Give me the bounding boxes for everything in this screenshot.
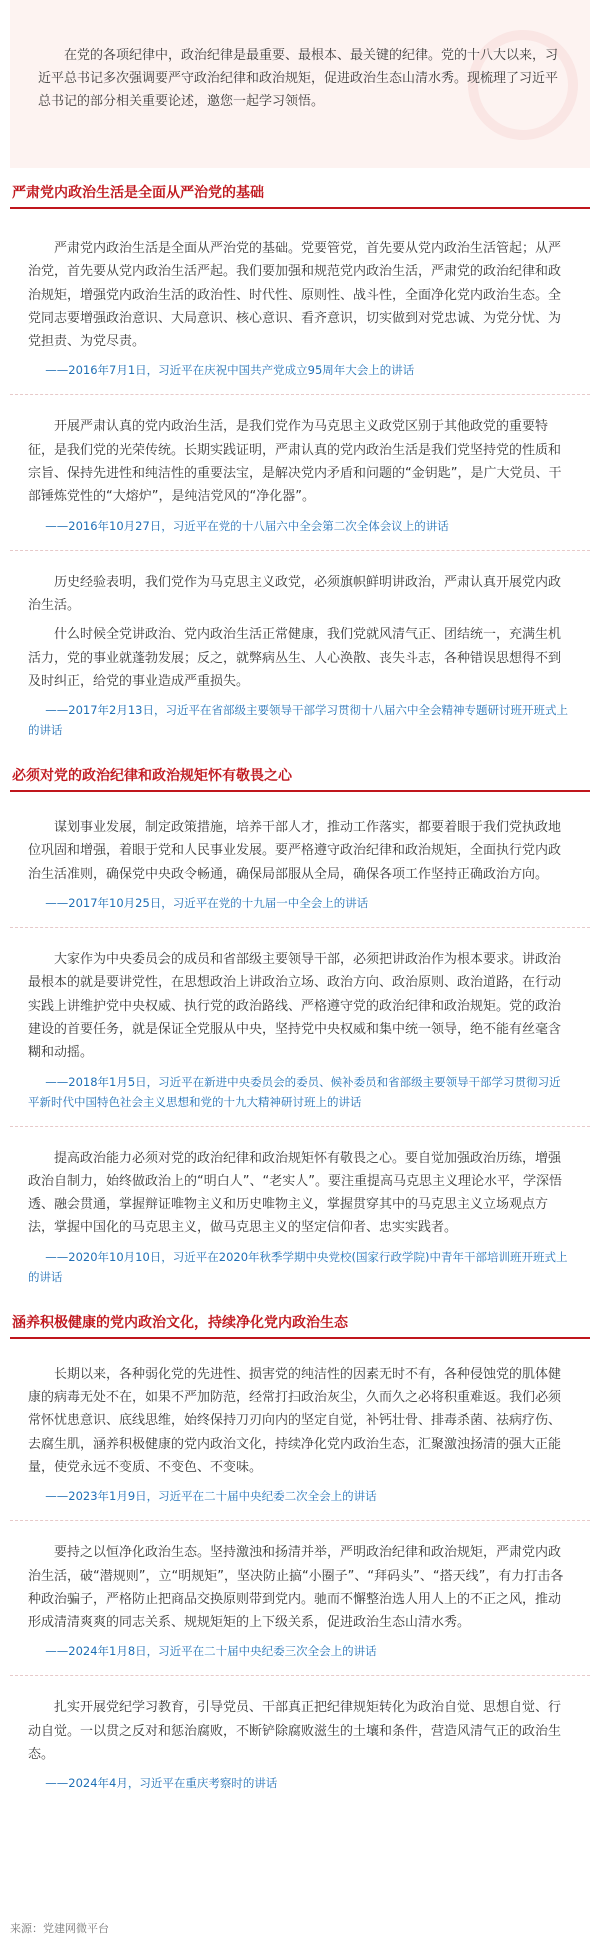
quote-block bbox=[0, 415, 600, 535]
quote-block bbox=[0, 1696, 600, 1793]
quote-body: 扎实开展党纪学习教育，引导党员、干部真正把纪律规矩转化为政治自觉、思想自觉、行动自觉。一以贯之反对和惩治腐败，不断铲除腐败滋生的土壤和条件，营造风清气正的政治生态。 bbox=[28, 1700, 562, 1762]
quote-block bbox=[0, 948, 600, 1111]
quote-source: ——2016年10月27日，习近平在党的十八届六中全会第二次全体会议上的讲话 bbox=[45, 518, 449, 533]
divider bbox=[10, 550, 590, 551]
quote-source: ——2024年4月，习近平在重庆考察时的讲话 bbox=[45, 1776, 278, 1791]
quote-block bbox=[0, 1541, 600, 1661]
divider bbox=[10, 1675, 590, 1676]
quote-block bbox=[0, 816, 600, 913]
section-header-2 bbox=[10, 764, 590, 792]
quote-source: ——2016年7月1日，习近平在庆祝中国共产党成立95周年大会上的讲话 bbox=[45, 363, 415, 378]
quote-body: 长期以来，各种弱化党的先进性、损害党的纯洁性的因素无时不有，各种侵蚀党的肌体健康的病毒无处不在，如果不严加防范，经常打扫政治灰尘，久而久之必将积重难返。我们必须常怀忧患意识、底线思维，始终保持刀刃向内的坚定自觉，补钙壮骨、排毒杀菌、祛病疗伤、去腐生肌，涵养积极健康的党内政治文化，持续净化党内政治生态，汇聚激浊扬清的强大正能量，使党永远不变质、不变色、不变味。 bbox=[28, 1366, 562, 1475]
quote-source: ——2020年10月10日，习近平在2020年秋季学期中央党校(国家行政学院)中青年干部培训班开班式上的讲话 bbox=[28, 1249, 568, 1284]
footer-source: 来源：党建网微平台 bbox=[10, 1922, 109, 1935]
quote-source: ——2017年10月25日，习近平在党的十九届一中全会上的讲话 bbox=[45, 896, 369, 911]
quote-body: 大家作为中央委员会的成员和省部级主要领导干部，必须把讲政治作为根本要求。讲政治最根本的就是要讲党性，在思想政治上讲政治立场、政治方向、政治原则、政治道路，在行动实践上讲维护党中央权威、执行党的政治路线、严格遵守党的政治纪律和政治规矩。党的政治建设的首要任务，就是保证全党服从中央，坚持党中央权威和集中统一领导，绝不能有丝毫含糊和动摇。 bbox=[28, 952, 562, 1061]
divider bbox=[10, 1126, 590, 1127]
section-title: 涵养积极健康的党内政治文化，持续净化党内政治生态 bbox=[12, 1314, 348, 1331]
quote-source: ——2018年1月5日，习近平在新进中央委员会的委员、候补委员和省部级主要领导干部学习贯彻习近平新时代中国特色社会主义思想和党的十九大精神研讨班上的讲话 bbox=[28, 1074, 561, 1109]
section-title: 必须对党的政治纪律和政治规矩怀有敬畏之心 bbox=[12, 768, 292, 785]
section-title: 严肃党内政治生活是全面从严治党的基础 bbox=[12, 185, 264, 201]
quote-body: 谋划事业发展，制定政策措施，培养干部人才，推动工作落实，都要着眼于我们党执政地位巩固和增强，着眼于党和人民事业发展。要严格遵守政治纪律和政治规矩，全面执行党内政治生活准则，确保党中央政令畅通，确保局部服从全局，确保各项工作坚持正确政治方向。 bbox=[28, 820, 562, 882]
quote-block bbox=[0, 571, 600, 740]
section-rule bbox=[10, 1337, 590, 1339]
quote-block bbox=[0, 237, 600, 380]
quote-source: ——2023年1月9日，习近平在二十届中央纪委二次全会上的讲话 bbox=[45, 1489, 377, 1504]
section-rule bbox=[10, 790, 590, 792]
quote-body: 严肃党内政治生活是全面从严治党的基础。党要管党，首先要从党内政治生活管起；从严治党，首先要从党内政治生活严起。我们要加强和规范党内政治生活，严肃党的政治纪律和政治规矩，增强党内政治生活的政治性、时代性、原则性、战斗性，全面净化党内政治生态。全党同志要增强政治意识、大局意识、核心意识、看齐意识，切实做到对党忠诚、为党分忧、为党担责、为党尽责。 bbox=[28, 241, 562, 350]
quote-block bbox=[0, 1363, 600, 1506]
quote-body: 提高政治能力必须对党的政治纪律和政治规矩怀有敬畏之心。要自觉加强政治历练，增强政治自制力，始终做政治上的“明白人”、“老实人”。要注重提高马克思主义理论水平，学深悟透、融会贯通，掌握辩证唯物主义和历史唯物主义，掌握贯穿其中的马克思主义立场观点方法，掌握中国化的马克思主义，做马克思主义的坚定信仰者、忠实实践者。 bbox=[28, 1150, 562, 1236]
intro-box bbox=[10, 0, 590, 168]
quote-body-continued: 什么时候全党讲政治、党内政治生活正常健康，我们党就风清气正、团结统一，充满生机活力，党的事业就蓬勃发展；反之，就弊病丛生、人心涣散、丧失斗志，各种错误思想得不到及时纠正，给党的事业造成严重损失。 bbox=[28, 627, 562, 689]
divider bbox=[10, 1520, 590, 1521]
section-header-3 bbox=[10, 1311, 590, 1339]
quote-block bbox=[0, 1147, 600, 1287]
quote-body: 要持之以恒净化政治生态。坚持激浊和扬清并举，严明政治纪律和政治规矩，严肃党内政治生活，破“潜规则”，立“明规矩”，坚决防止搞“小圈子”、“拜码头”、“搭天线”，有力打击各种政治骗子，严格防止把商品交换原则带到党内。驰而不懈整治选人用人上的不正之风，推动形成清清爽爽的同志关系、规规矩矩的上下级关系，促进政治生态山清水秀。 bbox=[28, 1545, 564, 1631]
divider bbox=[10, 394, 590, 395]
quote-body: 历史经验表明，我们党作为马克思主义政党，必须旗帜鲜明讲政治，严肃认真开展党内政治生活。 bbox=[28, 574, 562, 613]
quote-source: ——2017年2月13日，习近平在省部级主要领导干部学习贯彻十八届六中全会精神专题研讨班开班式上的讲话 bbox=[28, 703, 568, 738]
divider bbox=[10, 927, 590, 928]
section-rule bbox=[10, 207, 590, 209]
section-header-1 bbox=[10, 181, 590, 209]
intro-text: 在党的各项纪律中，政治纪律是最重要、最根本、最关键的纪律。党的十八大以来，习近平总书记多次强调要严守政治纪律和政治规矩，促进政治生态山清水秀。现梳理了习近平总书记的部分相关重要论述，邀您一起学习领悟。 bbox=[38, 48, 559, 109]
quote-source: ——2024年1月8日，习近平在二十届中央纪委三次全会上的讲话 bbox=[45, 1644, 377, 1659]
quote-body: 开展严肃认真的党内政治生活，是我们党作为马克思主义政党区别于其他政党的重要特征，是我们党的光荣传统。长期实践证明，严肃认真的党内政治生活是我们党坚持党的性质和宗旨、保持先进性和纯洁性的重要法宝，是解决党内矛盾和问题的“金钥匙”，是广大党员、干部锤炼党性的“大熔炉”，是纯洁党风的“净化器”。 bbox=[28, 419, 562, 505]
